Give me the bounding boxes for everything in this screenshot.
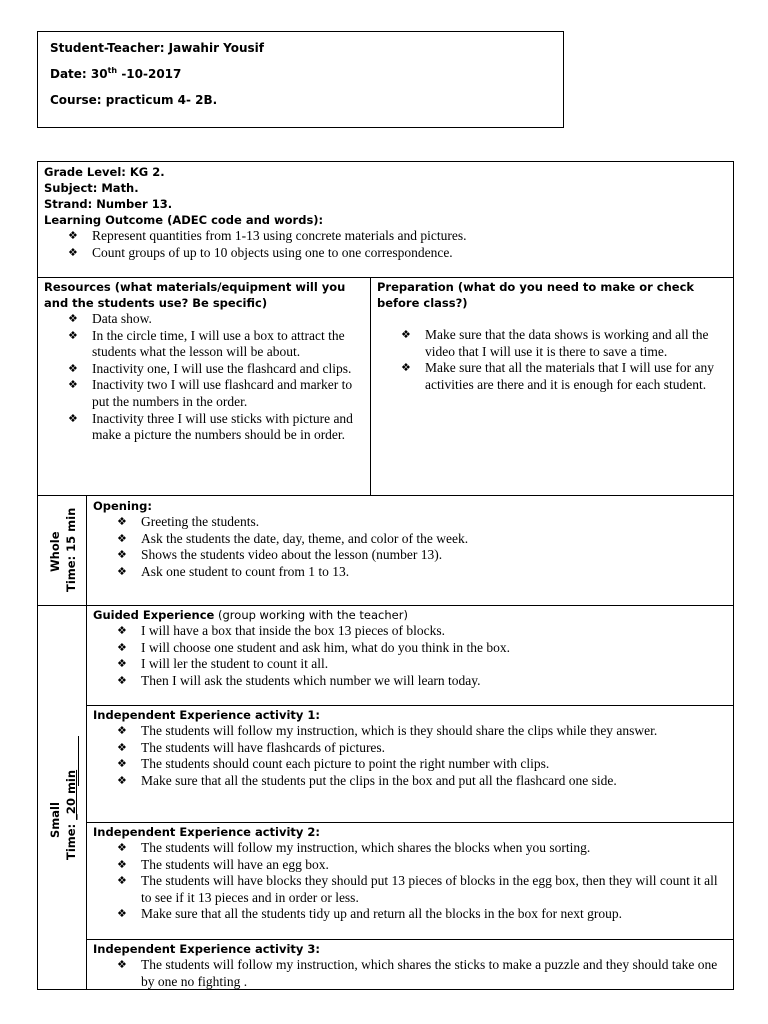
header-box — [37, 31, 564, 128]
list-item: ❖ Inactivity one, I will use the flashcard and clips. — [68, 361, 364, 378]
learning-outcome-label: Learning Outcome (ADEC code and words): — [44, 213, 324, 227]
opening-list — [117, 514, 727, 580]
list-item: ❖ The students will follow my instruction, which shares the sticks to make a puzzle and they should take one by one no fighting . — [117, 957, 727, 990]
whole-side-label — [38, 495, 86, 605]
date-line — [50, 66, 563, 92]
outcome-list — [68, 228, 724, 261]
strand: Strand: Number 13. — [44, 197, 173, 211]
independent-3-heading: Independent Experience activity 3: — [93, 942, 321, 956]
preparation-heading: Preparation (what do you need to make or check before class?) — [377, 280, 695, 310]
list-item: ❖ Shows the students video about the lesson (number 13). — [117, 547, 727, 564]
independent-2-cell — [86, 822, 733, 939]
top-section — [44, 164, 724, 261]
small-side-label — [38, 605, 86, 990]
list-item: ❖ Greeting the students. — [117, 514, 727, 531]
list-item: ❖ I will have a box that inside the box 13 pieces of blocks. — [117, 623, 727, 640]
list-item: ❖ Count groups of up to 10 objects using one to one correspondence. — [68, 245, 724, 262]
list-item: ❖ Data show. — [68, 311, 364, 328]
list-item: ❖ The students should count each picture to point the right number with clips. — [117, 756, 727, 773]
small-time: Time: _20 min — [64, 769, 78, 860]
list-item: ❖ Represent quantities from 1-13 using concrete materials and pictures. — [68, 228, 724, 245]
list-item: ❖ Inactivity three I will use sticks with picture and make a picture the numbers should be in order. — [68, 411, 364, 444]
guided-list — [117, 623, 727, 689]
list-item: ❖ I will choose one student and ask him, what do you think in the box. — [117, 640, 727, 657]
list-item: ❖ Make sure that all the students tidy up and return all the blocks in the box for next group. — [117, 906, 727, 923]
list-item: ❖ Make sure that the data shows is working and all the video that I will use it is there to save a time. — [401, 327, 727, 360]
list-item: ❖ Ask the students the date, day, theme, and color of the week. — [117, 531, 727, 548]
date-suffix: -10-2017 — [117, 67, 182, 81]
list-item: ❖ Then I will ask the students which number we will learn today. — [117, 673, 727, 690]
preparation-cell — [370, 277, 733, 495]
lesson-plan-table — [37, 161, 734, 990]
resources-heading: Resources (what materials/equipment will you and the students use? Be specific) — [44, 280, 346, 310]
resources-list — [68, 311, 364, 444]
date-prefix: Date: 30 — [50, 67, 108, 81]
grade-level: Grade Level: KG 2. — [44, 165, 165, 179]
opening-heading: Opening: — [93, 499, 152, 513]
independent-3-list — [117, 957, 727, 990]
date-sup: th — [107, 66, 118, 75]
list-item: ❖ The students will follow my instruction, which is they should share the clips while they answer. — [117, 723, 727, 740]
list-item: ❖ The students will follow my instruction, which shares the blocks when you sorting. — [117, 840, 727, 857]
student-teacher: Student-Teacher: Jawahir Yousif — [50, 41, 265, 55]
list-item: ❖ In the circle time, I will use a box to attract the students what the lesson will be about. — [68, 328, 364, 361]
course-line: Course: practicum 4- 2B. — [50, 93, 218, 107]
list-item: ❖ Ask one student to count from 1 to 13. — [117, 564, 727, 581]
guided-cell — [86, 605, 733, 705]
list-item: ❖ The students will have blocks they should put 13 pieces of blocks in the egg box, then they will count it all to see if it 13 pieces and in order or less. — [117, 873, 727, 906]
list-item: ❖ Make sure that all the students put the clips in the box and put all the flashcard one side. — [117, 773, 727, 790]
independent-1-list — [117, 723, 727, 789]
independent-2-list — [117, 840, 727, 923]
list-item: ❖ I will ler the student to count it all. — [117, 656, 727, 673]
time-underline-mark — [78, 736, 79, 786]
independent-1-cell — [86, 705, 733, 822]
resources-cell — [38, 277, 370, 495]
opening-cell — [86, 495, 733, 605]
guided-heading: Guided Experience (group working with the teacher) — [93, 608, 408, 622]
subject: Subject: Math. — [44, 181, 139, 195]
independent-2-heading: Independent Experience activity 2: — [93, 825, 321, 839]
whole-time: Time: 15 min — [64, 507, 78, 592]
list-item: ❖ Make sure that all the materials that I will use for any activities are there and it is enough for each student. — [401, 360, 727, 393]
independent-3-cell — [86, 939, 733, 989]
preparation-list — [401, 327, 727, 393]
small-word: Small — [48, 802, 62, 838]
list-item: ❖ The students will have an egg box. — [117, 857, 727, 874]
whole-word: Whole — [48, 531, 62, 572]
independent-1-heading: Independent Experience activity 1: — [93, 708, 321, 722]
list-item: ❖ Inactivity two I will use flashcard and marker to put the numbers in the order. — [68, 377, 364, 410]
list-item: ❖ The students will have flashcards of pictures. — [117, 740, 727, 757]
